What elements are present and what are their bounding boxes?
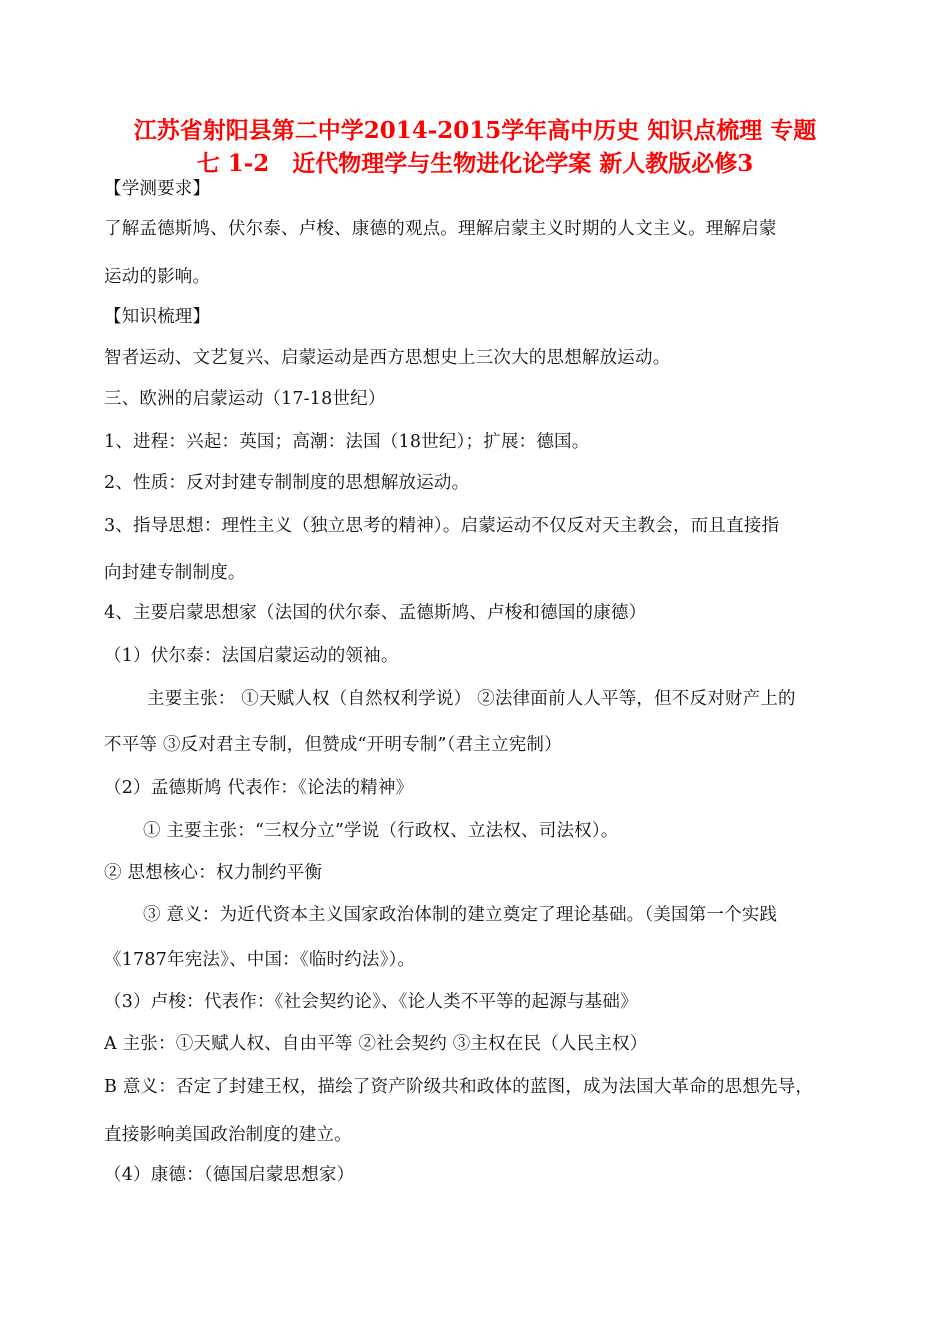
body-line: 智者运动、文艺复兴、启蒙运动是西方思想史上三次大的思想解放运动。	[104, 348, 671, 368]
body-line: 《1787年宪法》、中国：《临时约法》）。	[104, 950, 416, 970]
body-line: ② 思想核心：权力制约平衡	[104, 863, 323, 883]
body-line: （3）卢梭：代表作：《社会契约论》、《论人类不平等的起源与基础》	[104, 992, 638, 1012]
section-heading-requirements: 【学测要求】	[104, 179, 211, 199]
body-line: （4）康德：（德国启蒙思想家）	[104, 1165, 355, 1185]
body-line: 3、指导思想：理性主义（独立思考的精神）。启蒙运动不仅反对天主教会，而且直接指	[104, 516, 780, 536]
document-title-line-1: 江苏省射阳县第二中学2014-2015学年高中历史 知识点梳理 专题	[133, 117, 817, 144]
body-line: 1、进程：兴起：英国；高潮：法国（18世纪）；扩展：德国。	[104, 432, 590, 452]
section-heading-knowledge: 【知识梳理】	[104, 307, 211, 327]
body-line: 主要主张： ①天赋人权（自然权利学说） ②法律面前人人平等，但不反对财产上的	[147, 689, 796, 709]
document-title-line-2: 七 1-2 近代物理学与生物进化论学案 新人教版必修3	[196, 150, 754, 177]
body-line: （2）孟德斯鸠 代表作：《论法的精神》	[104, 778, 414, 798]
body-line: 运动的影响。	[104, 267, 211, 287]
body-line: ① 主要主张：“三权分立”学说（行政权、立法权、司法权）。	[143, 821, 619, 841]
section-heading-enlightenment: 三、欧洲的启蒙运动（17-18世纪）	[104, 389, 386, 409]
body-line: 直接影响美国政治制度的建立。	[104, 1125, 352, 1145]
body-line: 不平等 ③反对君主专制，但赞成“开明专制”（君主立宪制）	[104, 735, 562, 755]
body-line: ③ 意义：为近代资本主义国家政治体制的建立奠定了理论基础。（美国第一个实践	[143, 905, 778, 925]
body-line: 4、主要启蒙思想家（法国的伏尔泰、孟德斯鸠、卢梭和德国的康德）	[104, 603, 647, 623]
body-line: 了解孟德斯鸠、伏尔泰、卢梭、康德的观点。理解启蒙主义时期的人文主义。理解启蒙	[104, 219, 777, 239]
body-line: B 意义：否定了封建王权，描绘了资产阶级共和政体的蓝图，成为法国大革命的思想先导，	[104, 1077, 814, 1097]
body-line: 向封建专制制度。	[104, 563, 246, 583]
body-line: A 主张：①天赋人权、自由平等 ②社会契约 ③主权在民（人民主权）	[104, 1034, 648, 1054]
body-line: 2、性质：反对封建专制制度的思想解放运动。	[104, 473, 470, 493]
body-line: （1）伏尔泰：法国启蒙运动的领袖。	[104, 646, 399, 666]
